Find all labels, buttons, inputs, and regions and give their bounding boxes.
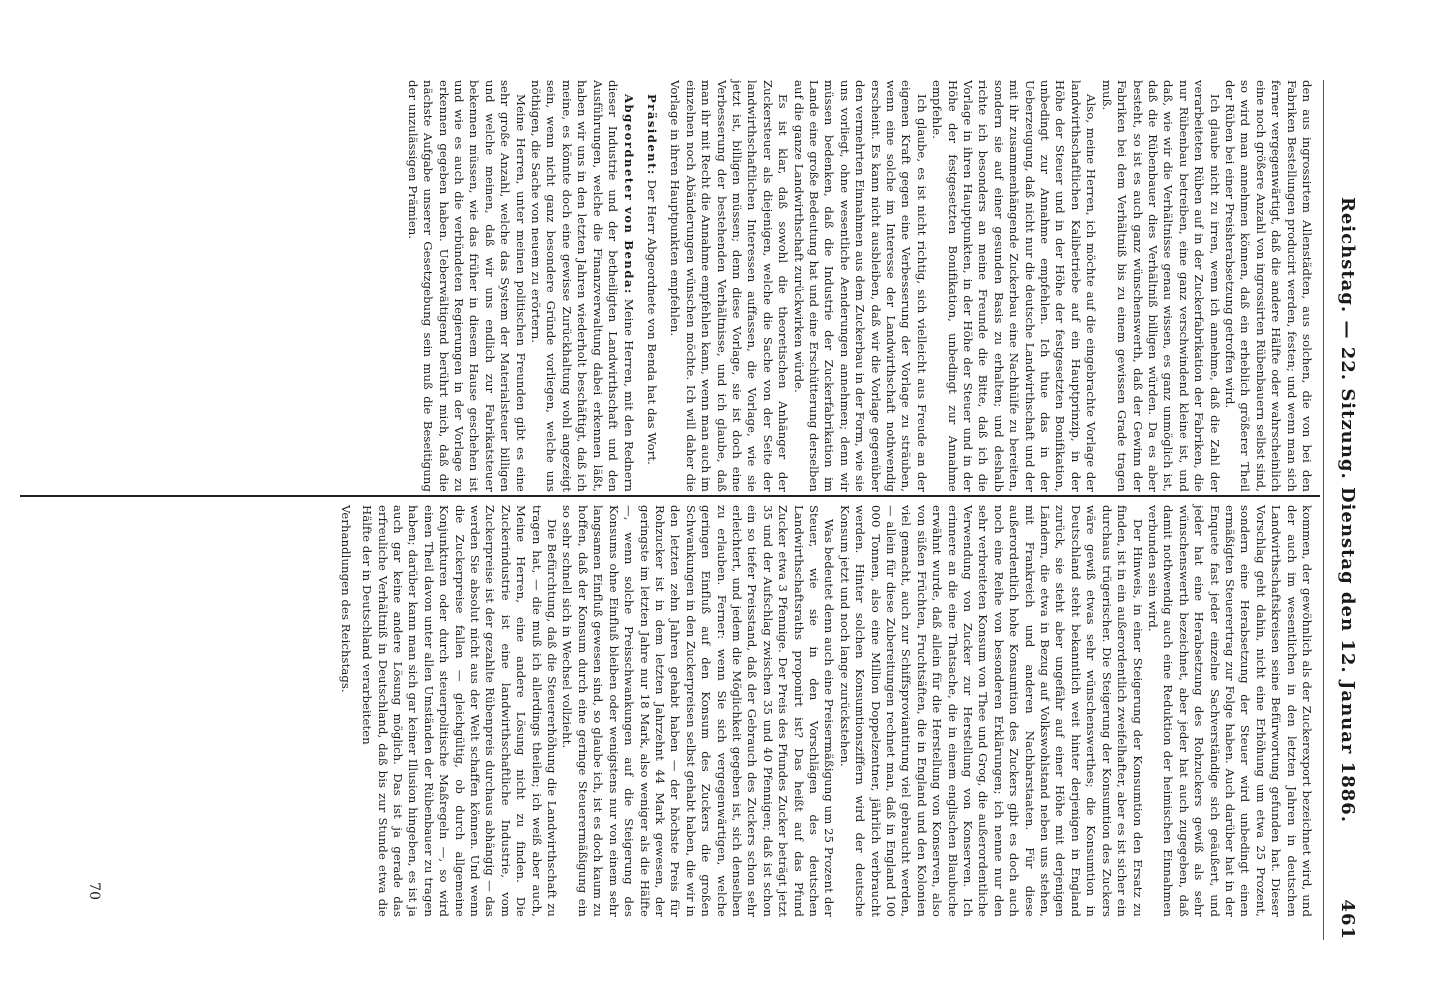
body-paragraph: Der Hinweis, in einer Steigerung der Konsumtion den Ersatz zu finden, ist in ein außerordentlich zweifelhafter, aber es ist sicher ein durchaus trügerischer. Die Steigerung der Konsumtion des Zuckers wäre gewiß etwas sehr wünschenswerthes; die Konsumtion in Deutschland steht bekanntlich weit hinter derjenigen in England zurück, sie steht aber ungefähr auf einer Höhe mit derjenigen Ländern, die etwa in Bezug auf Volkswohlstand neben uns stehen, mit Frankreich und anderen Nachbarstaaten. Für diese außerordentlich hohe Konsumtion des Zuckers gibt es doch auch noch eine Reihe von besonderen Erklärungen; ich nenne nur den sehr verbreiteten Konsum von Thee und Grog, die außerordentliche Verwendung von Zucker zur Herstellung von Konserven. Ich erinnere an die eine Thatsache, die in einem englischen Blaubuche erwähnt wurde, daß allein für die Herstellung von Konserven, also von süßen Früchten, Fruchtsäften, die in England und den Kolonien viel gemacht, auch zur Schiffsproviantirung viel gebraucht werden, — allein für diese Zubereitungen rechnet man, daß in England 100 000 Tonnen, also eine Million Doppelzentner, jährlich verbraucht werden. Hinter solchen Konsumtionsziffern wird der deutsche Konsum jetzt und noch lange zurückstehen.: [837, 505, 1145, 917]
body-paragraph: Meine Herren, unter meinen politischen Freunden gibt es eine sehr große Anzahl, welche das System der Materialsteuer billigen und welche meinen, daß wir uns endlich zur Fabrikatsteuer bekennen müssen, wie das früher in diesem Hause geschehen ist und wie es auch die verbündeten Regierungen in der Vorlage zu erkennen gegeben haben. Ueberwältigend berührt mich, daß die nächste Aufgabe unserer Gesetzgebung sein muß die Beseitigung der unzulässigen Prämien.: [405, 80, 528, 492]
body-paragraph: Also, meine Herren, ich möchte auf die eingebrachte Vorlage der landwirthschaftlichen Kalibetriebe auf ein Hauptprinzip, in der Höhe der Steuer und in der Höhe der festgesetzten Bonifikation, unbedingt zur Annahme empfehlen. Ich thue das in der Ueberzeugung, daß nicht nur die deutsche Landwirthschaft und der mit ihr zusammenhängende Zuckerbau eine Nachhülfe zu bereiten, sondern sie auf einer gesunden Basis zu erhalten; und deshalb richte ich besonders an meine Freunde die Bitte, daß ich die Vorlage in ihren Hauptpunkten, in der Höhe der Steuer und in der Höhe der festgesetzten Bonifikation, unbedingt zur Annahme empfehle.: [930, 80, 1099, 492]
header-rule: [1323, 80, 1324, 940]
body-paragraph: den aus ingrossirtem Allenstädten, aus solchen, die von bei den Fabriken Bestellungen producirt werden, festen; und wenn man sich ferner vergegenwärtigt, daß die andere Hälfte oder wahrscheinlich eine noch größere Anzahl von ingrossirten Rübenbauern selbst sind, so wird man annehmen können, daß ein erheblich größerer Theil der Rüben bei einer Preisherabsetzung getroffen wird.: [1222, 80, 1314, 492]
body-paragraph: Es ist klar, daß sowohl die theoretischen Anhänger der Zuckersteuer als diejenigen, welche die Sache von der Seite der landwirthschaftlichen Interessen auffassen, die Vorlage, wie sie jetzt ist, billigen müssen; denn diese Vorlage, sie ist doch eine Verbesserung der bestehenden Verhältnisse, und ich glaube, daß man ihr mit Recht die Annahme empfehlen kann, wenn man auch im einzelnen noch Abänderungen wünschen möchte. Ich will daher die Vorlage in ihren Hauptpunkten empfehlen.: [668, 80, 791, 492]
page-header: [1324, 80, 1358, 940]
speech-text: Der Herr Abgeordnete von Benda hat das Wort.: [644, 179, 659, 465]
paragraph-gap: [636, 80, 644, 492]
body-paragraph: Ich glaube, es ist nicht richtig, sich vielleicht aus Freude an der eigenen Kraft gegen eine Verbesserung der Vorlage zu sträuben, wenn eine solche im Interesse der Landwirthschaft nothwendig erscheint. Es kann nicht ausbleiben, daß wir die Vorlage gegenüber den vermehrten Einnahmen aus dem Zuckerbau in der Form, wie sie uns vorliegt, ohne wesentliche Aenderungen annehmen; denn wir müssen bedenken, daß die Industrie der Zuckerfabrikation im Lande eine große Bedeutung hat und eine Erschütterung derselben auf die ganze Landwirthschaft zurückwirken würde.: [791, 80, 929, 492]
body-paragraph: Was bedeutet denn auch eine Preisermäßigung um 25 Prozent der Steuer, wie sie in den Vorschlägen des deutschen Landwirthschaftsraths proponirt ist? Das heißt auf das Pfund Zucker etwa 3 Pfennige. Der Preis des Pfundes Zucker beträgt jetzt 35 und der Aufschlag zwischen 35 und 40 Pfennigen; daß ist schon ein so tiefer Preisstand, daß der Gebrauch des Zuckers schon sehr erleichtert, und jedem die Möglichkeit gegeben ist, sich denselben zu erlauben. Ferner: wenn Sie sich vergegenwärtigen, welche geringen Einfluß auf den Konsum des Zuckers die großen Schwankungen in den Zuckerpreisen selbst gehabt haben, die wir in den letzten zehn Jahren gehabt haben — der höchste Preis für Rohzucker ist in dem letzten Jahrzehnt 44 Mark gewesen, der geringste im letzten Jahre nur 18 Mark, also weniger als die Hälfte —, wenn solche Preisschwankungen auf die Steigerung des Konsums ohne Einfluß bleiben oder wenigstens nur von einem sehr langsamen Einfluß gewesen sind, so glaube ich, ist es doch kaum zu hoffen, daß der Konsum durch eine geringe Steuerermäßigung ein so sehr schnell sich in Wechsel vollzieht.: [560, 505, 837, 917]
running-title: Reichstag. — 22. Sitzung. Dienstag den 12. Januar 1886.: [1337, 196, 1358, 824]
text-column-right: [337, 505, 1314, 917]
publication-note: Verhandlungen des Reichstags.: [338, 505, 353, 693]
speaker-paragraph: [528, 80, 636, 492]
sheet-number: 70: [86, 882, 102, 900]
column-divider: [20, 495, 1320, 497]
text-column-left: [404, 80, 1314, 492]
speaker-name: Präsident:: [644, 94, 659, 176]
speaker-name: Abgeordneter von Benda:: [621, 94, 636, 295]
body-paragraph: kommen, der gewöhnlich als der Zuckerexport bezeichnet wird, und der auch im wesentlichen in den letzten Jahren in deutschen Landwirthschaftskreisen seine Befürwortung gefunden hat. Dieser Vorschlag geht dahin, nicht eine Erhöhung um etwa 25 Prozent, sondern eine Herabsetzung der Steuer wird unbedingt einen ermäßigten Steuerertrag zur Folge haben. Auch darüber hat in der Enquete fast jeder einzelne Sachverständige sich geäußert, und jeder hat eine Herabsetzung des Rohzuckers gewiß als sehr wünschenswerth bezeichnet, aber jeder hat auch zugegeben, daß damit nothwendig auch eine Reduktion der heimischen Einnahmen verbunden sein wird.: [1145, 505, 1314, 917]
body-paragraph: Ich glaube nicht zu irren, wenn ich annehme, daß die Zahl der verarbeiteten Rüben auf in der Zuckerfabrikation der Fabriken, die nur Rübenbau betreiben, eine ganz verschwindend kleine ist, und daß, wie wir die Verhältnisse genau wissen, es ganz unmöglich ist, daß die Rübenbauer dies Verhältniß billigen würden. Da es aber besteht, so ist es auch ganz wünschenswerth, daß der Gewinn der Fabriken bei dem Verhältniß bis zu einem gewissen Grade tragen muß.: [1099, 80, 1222, 492]
page-number: 461: [1337, 899, 1358, 940]
paragraph-gap: [659, 80, 667, 492]
speaker-paragraph: [644, 80, 659, 492]
body-paragraph: Die Befürchtung, daß die Steuererhöhung die Landwirthschaft zu tragen hat, — die muß ich allerdings theilen; ich weiß aber auch, Meine Herren, eine andere Lösung nicht zu finden. Die Zuckerindustrie ist eine landwirthschaftliche Industrie, vom Zuckerpreise ist der gezahlte Rübenpreis durchaus abhängig — das werden Sie absolut nicht aus der Welt schaffen können. Und wenn die Zuckerpreise fallen — gleichgültig, ob durch allgemeine Konjunkturen oder durch steuerpolitische Maßregeln —, so wird einen Theil davon unter allen Umständen der Rübenbauer zu tragen haben; darüber kann man sich gar keiner Illusion hingeben, es ist ja auch gar keine andere Lösung möglich. Das ist ja gerade das erfreuliche Verhältniß in Deutschland, daß bis zur Stunde etwa die Hälfte der in Deutschland verarbeiteten: [360, 505, 560, 917]
speech-text: Meine Herren, mit den Rednern dieser Industrie und der betheiligten Landwirthschaft und den Ausführungen, welche die Finanzverwaltung dabei erkennen läßt, haben wir uns in den letzten Jahren wiederholt beschäftigt, daß ich meine, es könnte doch eine gewisse Zurückhaltung wohl angezeigt sein, wenn nicht ganz besondere Gründe vorliegen, welche uns nöthigen, die Sache von neuem zu erörtern.: [529, 80, 636, 492]
